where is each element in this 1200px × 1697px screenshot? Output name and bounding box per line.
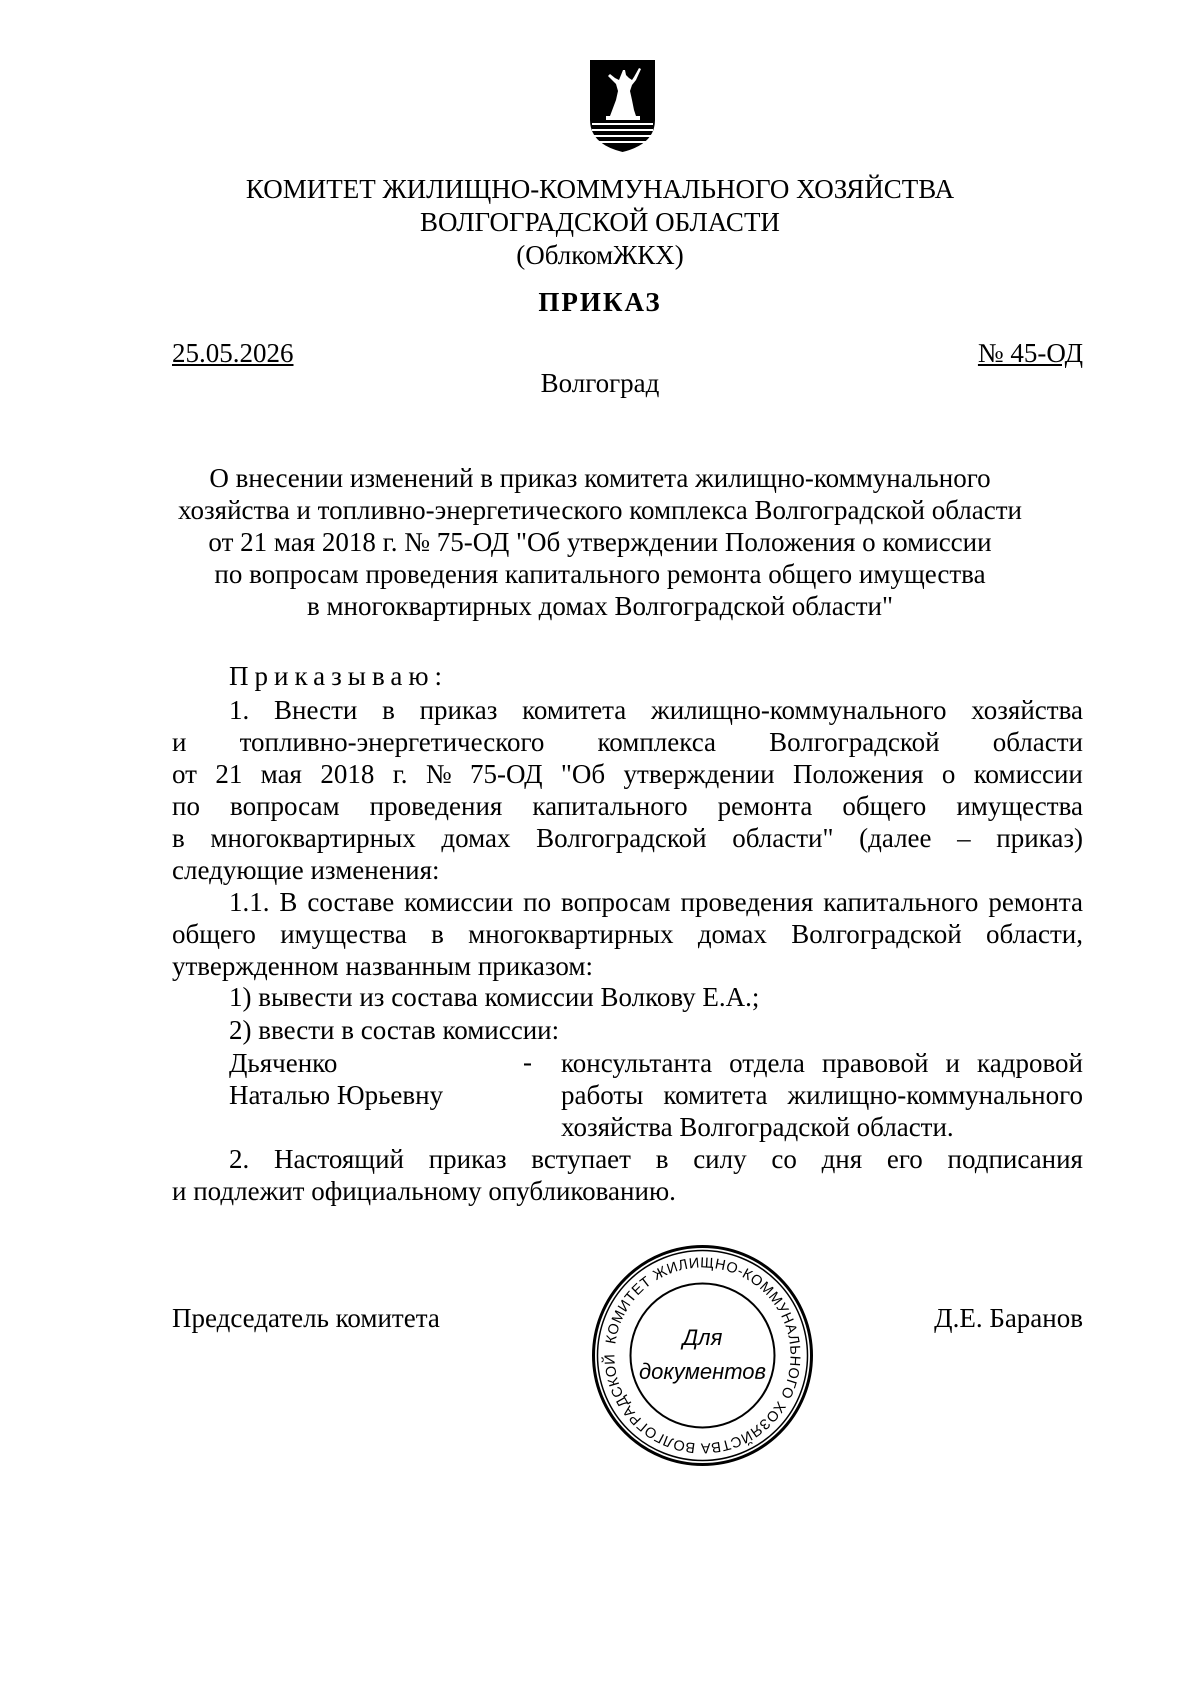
word: вопросам: [230, 791, 340, 821]
word: жилищно-коммунального: [651, 695, 947, 725]
subject-line: О внесении изменений в приказ комитета жилищно-коммунального: [209, 463, 991, 493]
word: комиссии: [404, 887, 514, 917]
word: его: [886, 1144, 923, 1174]
word: Настоящий: [273, 1144, 404, 1174]
member-position: [561, 1047, 1083, 1143]
word: и: [945, 1048, 960, 1078]
word: приказ): [996, 823, 1083, 853]
word: 1.: [229, 695, 250, 725]
word: 1.1.: [229, 887, 270, 917]
position-line: [561, 1047, 1083, 1079]
word: 2.: [229, 1144, 250, 1174]
paragraph-1: [172, 694, 1083, 886]
word: 2018: [320, 759, 375, 789]
word: от: [172, 759, 197, 789]
word: 21: [215, 759, 243, 789]
order-word: Приказываю:: [229, 661, 448, 691]
word: –: [957, 823, 971, 853]
organization-abbreviation: (ОблкомЖКХ): [516, 240, 684, 270]
word: В: [279, 887, 298, 917]
subject-line: хозяйства и топливно-энергетического комплекса Волгоградской области: [178, 495, 1022, 525]
subject-line: по вопросам проведения капитального ремонта общего имущества: [214, 559, 986, 589]
word: №: [425, 759, 452, 789]
word: г.: [392, 759, 408, 789]
word: в: [655, 1144, 669, 1174]
list-item-remove: 1) вывести из состава комиссии Волкову Е.А.;: [229, 982, 760, 1012]
word: Положения: [792, 759, 924, 789]
word: приказ: [419, 695, 498, 725]
document-date: 25.05.2026: [172, 338, 294, 368]
word: силу: [693, 1144, 747, 1174]
document-subject: [0, 462, 1200, 622]
seal-center-text: [590, 1321, 815, 1389]
word: по: [523, 887, 552, 917]
seal-center-line-1: Для: [682, 1325, 723, 1350]
paragraph-line: [172, 694, 1083, 726]
word: по: [172, 791, 200, 821]
document-type: ПРИКАЗ: [538, 287, 662, 317]
word: Волгоградской: [791, 919, 962, 949]
seal-ring-text: КОМИТЕТ ЖИЛИЩНО-КОММУНАЛЬНОГО ХОЗЯЙСТВА ВОЛГОГРАДСКОЙ: [602, 1255, 803, 1456]
paragraph-line: [172, 886, 1083, 918]
subject-line: от 21 мая 2018 г. № 75-ОД "Об утверждении Положения о комиссии: [208, 527, 992, 557]
word: Волгоградской: [536, 823, 707, 853]
word: ремонта: [717, 791, 813, 821]
position-line: хозяйства Волгоградской области.: [561, 1112, 954, 1142]
official-seal: [590, 1243, 815, 1468]
word: отдела: [729, 1048, 805, 1078]
subject-line: в многоквартирных домах Волгоградской области": [306, 591, 894, 621]
paragraph-line: [172, 758, 1083, 790]
word: области": [732, 823, 834, 853]
word: многоквартирных: [468, 919, 674, 949]
paragraph-line: [172, 1143, 1083, 1175]
list-item-add: 2) ввести в состав комиссии:: [229, 1015, 560, 1045]
word: проведения: [369, 791, 503, 821]
word: комплекса: [597, 727, 716, 757]
signer-name: Д.Е. Баранов: [934, 1303, 1083, 1333]
word: вопросам: [561, 887, 671, 917]
word: капитального: [532, 791, 688, 821]
document-number: № 45-ОД: [977, 338, 1083, 368]
word: комиссии: [973, 759, 1083, 789]
paragraph-line: и подлежит официальному опубликованию.: [172, 1176, 676, 1206]
word: мая: [260, 759, 302, 789]
word: вступает: [531, 1144, 631, 1174]
paragraph-2: [172, 1143, 1083, 1207]
word: комитета: [522, 695, 627, 725]
word: ремонта: [988, 887, 1083, 917]
word: Внести: [274, 695, 358, 725]
word: области: [992, 727, 1083, 757]
paragraph-line: [172, 790, 1083, 822]
position-line: [561, 1079, 1083, 1111]
word: в: [431, 919, 444, 949]
word: составе: [307, 887, 395, 917]
word: утверждении: [623, 759, 775, 789]
volgograd-emblem-icon: [588, 58, 657, 154]
paragraph-line: [172, 918, 1083, 950]
word: правовой: [821, 1048, 929, 1078]
word: дня: [821, 1144, 863, 1174]
word: общего: [842, 791, 927, 821]
word: области,: [985, 919, 1083, 949]
paragraph-line: [172, 726, 1083, 758]
word: консультанта: [561, 1048, 713, 1078]
organization-name-line-1: КОМИТЕТ ЖИЛИЩНО-КОММУНАЛЬНОГО ХОЗЯЙСТВА: [245, 174, 955, 204]
word: со: [771, 1144, 797, 1174]
word: хозяйства: [971, 695, 1083, 725]
paragraph-line: [172, 822, 1083, 854]
word: в: [382, 695, 395, 725]
word: имущества: [280, 919, 407, 949]
word: многоквартирных: [210, 823, 416, 853]
word: имущества: [956, 791, 1083, 821]
word: домах: [697, 919, 767, 949]
organization-name-line-2: ВОЛГОГРАДСКОЙ ОБЛАСТИ: [420, 207, 780, 237]
member-given-names: Наталью Юрьевну: [229, 1080, 444, 1110]
word: кадровой: [977, 1048, 1083, 1078]
word: общего: [172, 919, 256, 949]
word: приказ: [428, 1144, 507, 1174]
word: (далее: [859, 823, 932, 853]
word: подписания: [947, 1144, 1083, 1174]
member-dash: -: [523, 1047, 532, 1077]
word: жилищно-коммунального: [787, 1080, 1083, 1110]
paragraph-1-1: [172, 886, 1083, 982]
member-surname: Дьяченко: [229, 1048, 338, 1078]
paragraph-line: следующие изменения:: [172, 855, 440, 885]
word: проведения: [680, 887, 814, 917]
signer-title: Председатель комитета: [172, 1303, 440, 1333]
word: комитета: [663, 1080, 768, 1110]
word: в: [172, 823, 185, 853]
word: и: [172, 727, 187, 757]
word: о: [941, 759, 956, 789]
word: домах: [441, 823, 511, 853]
word: топливно-энергетического: [239, 727, 545, 757]
word: работы: [561, 1080, 644, 1110]
paragraph-line: утвержденном названным приказом:: [172, 951, 593, 981]
word: 75-ОД: [469, 759, 543, 789]
word: "Об: [560, 759, 606, 789]
word: Волгоградской: [769, 727, 940, 757]
word: капитального: [823, 887, 979, 917]
member-name: [229, 1047, 443, 1111]
document-city: Волгоград: [540, 368, 660, 398]
seal-center-line-2: документов: [638, 1359, 766, 1384]
